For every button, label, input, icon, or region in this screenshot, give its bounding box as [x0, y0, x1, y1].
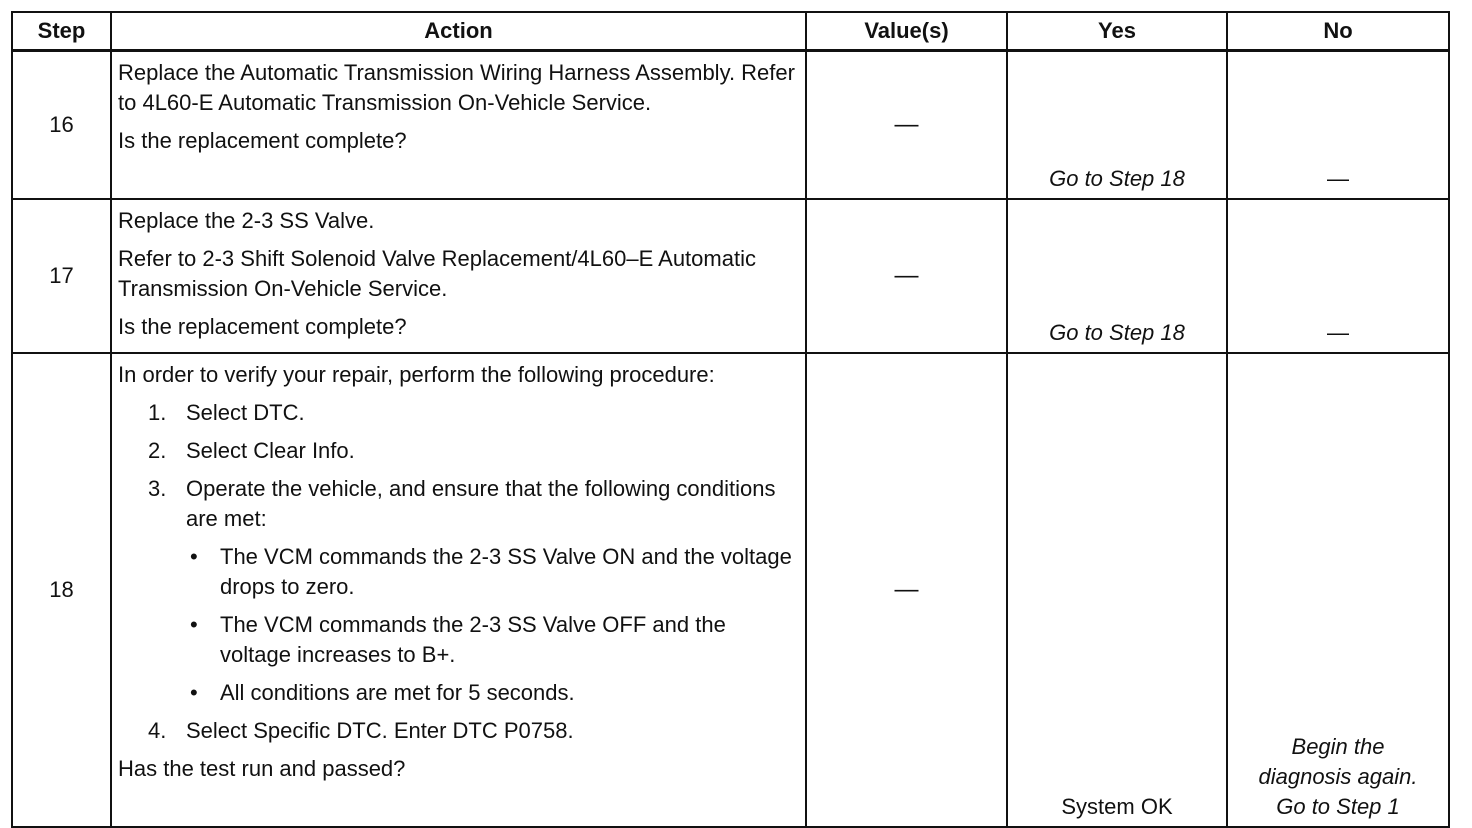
header-values: Value(s)	[806, 12, 1007, 51]
step-number: 18	[12, 353, 111, 827]
value-cell: —	[806, 353, 1007, 827]
list-item	[118, 716, 799, 746]
list-text: Select DTC.	[186, 400, 305, 425]
no-instructions	[1228, 732, 1448, 822]
yes-cell	[1007, 51, 1227, 200]
action-cell	[111, 353, 806, 827]
list-number: 2.	[148, 438, 167, 463]
header-no: No	[1227, 12, 1449, 51]
list-number: 1.	[148, 400, 167, 425]
list-text: Select Specific DTC. Enter DTC P0758.	[186, 718, 574, 743]
value-cell: —	[806, 51, 1007, 200]
header-action: Action	[111, 12, 806, 51]
no-cell	[1227, 353, 1449, 827]
list-text: Select Clear Info.	[186, 438, 355, 463]
action-cell	[111, 51, 806, 200]
condition-text: The VCM commands the 2-3 SS Valve ON and the voltage drops to zero.	[220, 544, 792, 599]
action-question: Is the replacement complete?	[118, 128, 407, 153]
action-text: Refer to 2-3 Shift Solenoid Valve Replacement/4L60–E Automatic Transmission On-Vehicle Service.	[118, 246, 756, 301]
table-row	[12, 51, 1449, 200]
list-item	[118, 474, 799, 708]
header-yes: Yes	[1007, 12, 1227, 51]
no-value: —	[1327, 166, 1349, 191]
no-line: Begin the	[1291, 734, 1385, 759]
yes-value: System OK	[1061, 794, 1173, 819]
yes-link: Go to Step 18	[1049, 166, 1185, 191]
yes-link: Go to Step 18	[1049, 320, 1185, 345]
list-number: 4.	[148, 718, 167, 743]
procedure-list	[118, 398, 799, 746]
yes-cell	[1007, 353, 1227, 827]
action-text: Replace the Automatic Transmission Wiring Harness Assembly. Refer to 4L60-E Automatic Transmission On-Vehicle Service.	[118, 60, 795, 115]
no-cell	[1227, 51, 1449, 200]
header-step: Step	[12, 12, 111, 51]
bullet-icon: •	[190, 680, 198, 705]
diagnostic-table	[11, 11, 1450, 828]
list-number: 3.	[148, 476, 167, 501]
action-intro: In order to verify your repair, perform the following procedure:	[118, 362, 715, 387]
condition-text: All conditions are met for 5 seconds.	[220, 680, 575, 705]
step-number: 17	[12, 199, 111, 353]
condition-text: The VCM commands the 2-3 SS Valve OFF and the voltage increases to B+.	[220, 612, 726, 667]
list-text: Operate the vehicle, and ensure that the following conditions are met:	[186, 476, 776, 531]
no-line: Go to Step 1	[1276, 794, 1400, 819]
no-line: diagnosis again.	[1258, 764, 1418, 789]
condition-item	[186, 542, 799, 602]
action-question: Is the replacement complete?	[118, 314, 407, 339]
list-item	[118, 436, 799, 466]
action-question: Has the test run and passed?	[118, 756, 406, 781]
bullet-icon: •	[190, 544, 198, 569]
step-number: 16	[12, 51, 111, 200]
conditions-list	[186, 542, 799, 708]
condition-item	[186, 678, 799, 708]
header-row	[12, 12, 1449, 51]
list-item	[118, 398, 799, 428]
no-value: —	[1327, 320, 1349, 345]
condition-item	[186, 610, 799, 670]
bullet-icon: •	[190, 612, 198, 637]
no-cell	[1227, 199, 1449, 353]
action-text: Replace the 2-3 SS Valve.	[118, 208, 375, 233]
yes-cell	[1007, 199, 1227, 353]
action-cell	[111, 199, 806, 353]
table-row	[12, 353, 1449, 827]
value-cell: —	[806, 199, 1007, 353]
table-row	[12, 199, 1449, 353]
